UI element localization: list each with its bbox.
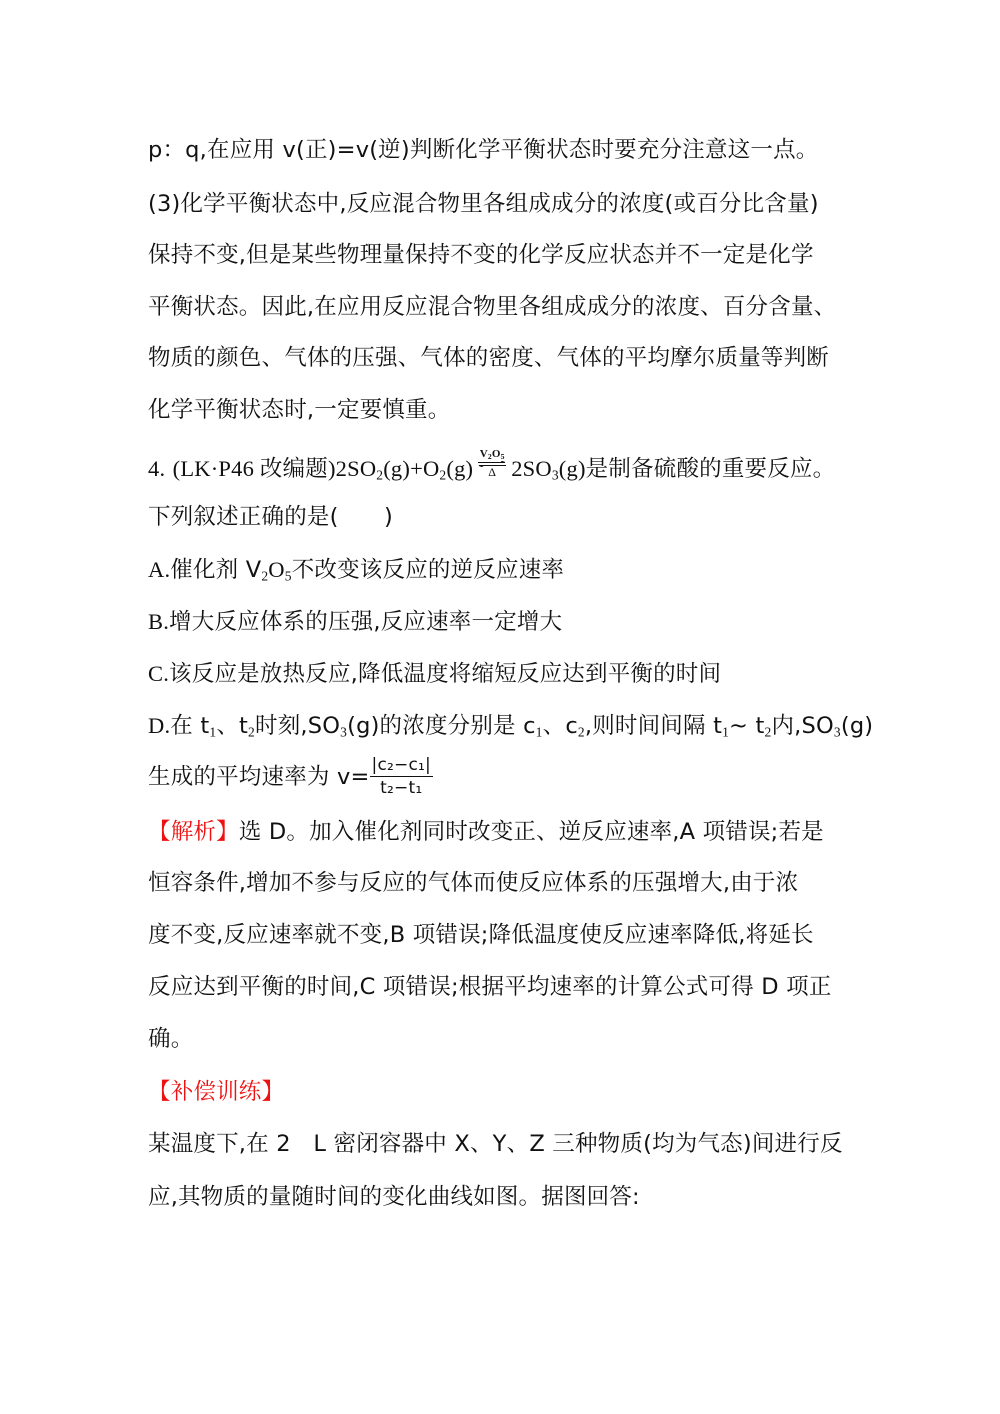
eq-lhs-1: 2SO <box>335 456 377 481</box>
option-c-label: C. <box>148 661 170 686</box>
option-d: D.在 $t_1$、$t_2$时刻$,SO_3(g)$的浓度分别是 $c_1$、$c_2$,则时间间隔 $t_1\sim$ $t_2$内$,SO_3(g)$ <box>148 713 874 740</box>
option-b <box>148 607 562 637</box>
option-b-label: B. <box>148 609 170 634</box>
option-a-text: 催化剂 V <box>170 557 262 583</box>
eq-lhs-1-state: (g) <box>383 456 411 481</box>
eq-rhs-sub: 3 <box>551 467 559 483</box>
option-d-line-2 <box>148 755 433 799</box>
paragraph-3-line-2: 保持不变,但是某些物理量保持不变的化学反应状态并不一定是化学 <box>148 242 814 268</box>
eq-lhs-2: +O <box>410 456 440 481</box>
reversible-arrow <box>475 448 509 484</box>
chemical-equation <box>335 448 586 483</box>
analysis-line-4: 反应达到平衡的时间,C 项错误;根据平均速率的计算公式可得 D 项正 <box>148 974 832 1000</box>
catalyst-label: $V_2O_5$ <box>479 448 505 461</box>
analysis-text: 选 D。加入催化剂同时改变正、逆反应速率,A 项错误;若是 <box>238 819 824 845</box>
fraction-denominator: t₂−t₁ <box>380 778 423 798</box>
paragraph-3-line-1: (3)化学平衡状态中,反应混合物里各组成成分的浓度(或百分比含量) <box>148 191 819 217</box>
fraction-numerator: |c₂−c₁| <box>371 755 431 775</box>
average-rate-fraction <box>370 755 433 799</box>
question-source: (LK·P46 改编题) <box>172 456 336 481</box>
option-a: A.催化剂 $V_2O_5$不改变该反应的逆反应速率 <box>148 557 565 584</box>
eq-rhs: 2SO <box>511 456 552 481</box>
option-a-label: A. <box>148 557 171 582</box>
option-b-text: 增大反应体系的压强,反应速率一定增大 <box>169 609 563 635</box>
supplementary-line-2: 应,其物质的量随时间的变化曲线如图。据图回答: <box>148 1184 640 1210</box>
analysis-line-1 <box>148 817 824 847</box>
eq-lhs-2-state: (g) <box>446 456 474 481</box>
paragraph-3-line-4: 物质的颜色、气体的压强、气体的密度、气体的平均摩尔质量等判断 <box>148 345 830 371</box>
question-4-stem <box>148 448 836 484</box>
option-d-label: D. <box>148 713 171 738</box>
heat-condition: Δ <box>488 465 497 479</box>
analysis-line-3: 度不变,反应速率就不变,B 项错误;降低温度使反应速率降低,将延长 <box>148 922 814 948</box>
option-a-text-after: 不改变该反应的逆反应速率 <box>291 557 565 583</box>
option-c <box>148 659 721 689</box>
question-number: 4. <box>148 456 166 481</box>
paragraph-3-line-3: 平衡状态。因此,在应用反应混合物里各组成成分的浓度、百分含量、 <box>148 294 837 320</box>
analysis-line-2: 恒容条件,增加不参与反应的气体而使反应体系的压强增大,由于浓 <box>148 870 799 896</box>
eq-lhs-1-sub: 2 <box>376 467 384 483</box>
paragraph-3-line-5: 化学平衡状态时,一定要慎重。 <box>148 397 451 423</box>
option-c-text: 该反应是放热反应,降低温度将缩短反应达到平衡的时间 <box>169 661 722 687</box>
note-continuation-line: p：q,在应用 v(正)=v(逆)判断化学平衡状态时要充分注意这一点。 <box>148 137 819 163</box>
analysis-tag: 【解析】 <box>148 819 239 845</box>
supplementary-tag: 【补偿训练】 <box>148 1079 285 1105</box>
eq-rhs-state: (g) <box>558 456 586 481</box>
supplementary-line-1: 某温度下,在 2 L 密闭容器中 X、Y、Z 三种物质(均为气态)间进行反 <box>148 1131 843 1157</box>
eq-lhs-2-sub: 2 <box>439 467 447 483</box>
question-4-stem-line-2: 下列叙述正确的是( ) <box>148 504 393 530</box>
question-stem-tail: 是制备硫酸的重要反应。 <box>585 456 836 482</box>
option-d-text-2: 生成的平均速率为 v= <box>148 764 370 790</box>
analysis-line-5: 确。 <box>148 1026 194 1052</box>
